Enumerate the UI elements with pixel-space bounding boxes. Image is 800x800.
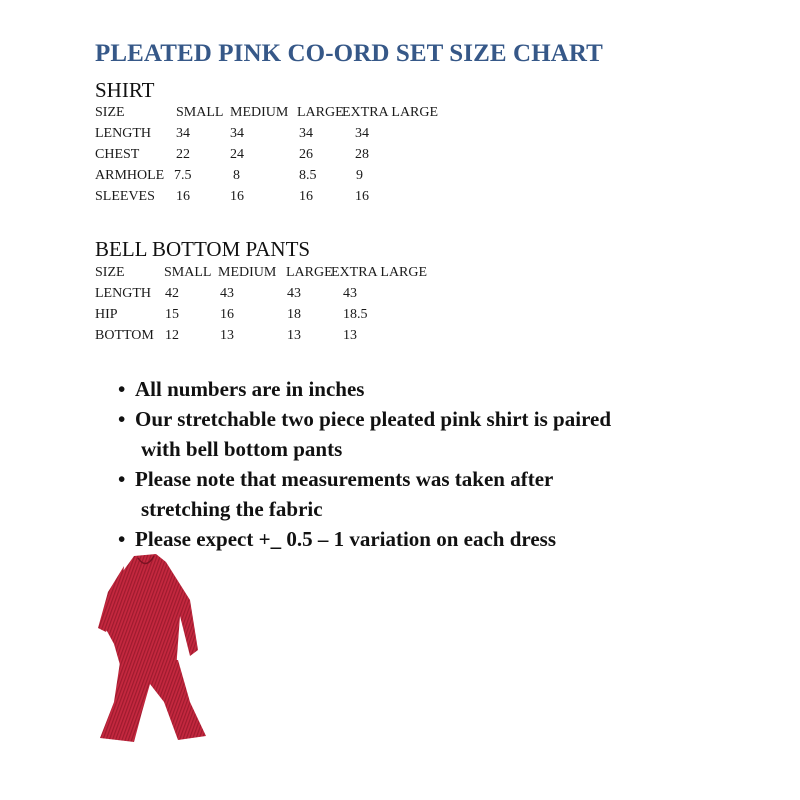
row-label: BOTTOM — [95, 328, 154, 343]
bullet-icon: • — [118, 407, 126, 431]
table-cell: 34 — [230, 126, 244, 141]
table-cell: 16 — [220, 307, 234, 322]
header-cell: SMALL — [176, 105, 224, 120]
table-cell: 13 — [220, 328, 234, 343]
garment-illustration — [94, 552, 209, 744]
product-photo — [94, 552, 209, 744]
row-label: SLEEVES — [95, 189, 155, 204]
table-cell: 42 — [165, 286, 179, 301]
note-text: Our stretchable two piece pleated pink shirt is paired — [135, 407, 612, 431]
header-cell: EXTRA LARGE — [331, 265, 428, 280]
row-label: LENGTH — [95, 286, 151, 301]
bullet-icon: • — [118, 527, 126, 551]
list-item — [118, 374, 611, 404]
table-cell: 8.5 — [299, 168, 317, 183]
header-cell: SMALL — [164, 265, 212, 280]
note-text: Please expect +_ 0.5 – 1 variation on each dress — [135, 527, 557, 551]
bullet-icon: • — [118, 377, 126, 401]
page-title: PLEATED PINK CO-ORD SET SIZE CHART — [95, 40, 603, 67]
table-cell: 34 — [299, 126, 313, 141]
header-cell: SIZE — [95, 265, 125, 280]
table-cell: 9 — [356, 168, 363, 183]
table-cell: 18.5 — [343, 307, 368, 322]
notes-list — [118, 374, 611, 554]
table-cell: 15 — [165, 307, 179, 322]
table-cell: 16 — [230, 189, 244, 204]
table-cell: 7.5 — [174, 168, 192, 183]
table-cell: 18 — [287, 307, 301, 322]
table-cell: 13 — [287, 328, 301, 343]
table-cell: 24 — [230, 147, 244, 162]
table-cell: 16 — [355, 189, 369, 204]
row-label: ARMHOLE — [95, 168, 165, 183]
table-cell: 34 — [355, 126, 369, 141]
pants-heading: BELL BOTTOM PANTS — [95, 237, 311, 261]
table-cell: 43 — [287, 286, 301, 301]
list-item — [118, 404, 611, 464]
note-text-continued: with bell bottom pants — [141, 437, 343, 461]
row-label: HIP — [95, 307, 118, 322]
table-cell: 16 — [176, 189, 190, 204]
shirt-heading: SHIRT — [95, 78, 155, 102]
table-cell: 34 — [176, 126, 190, 141]
header-cell: EXTRA LARGE — [342, 105, 439, 120]
list-item — [118, 464, 611, 524]
table-cell: 8 — [233, 168, 240, 183]
row-label: CHEST — [95, 147, 140, 162]
table-cell: 26 — [299, 147, 313, 162]
table-cell: 43 — [343, 286, 357, 301]
header-cell: SIZE — [95, 105, 125, 120]
header-cell: LARGE — [297, 105, 344, 120]
note-text: All numbers are in inches — [135, 377, 365, 401]
header-cell: MEDIUM — [218, 265, 277, 280]
list-item — [118, 524, 611, 554]
table-cell: 22 — [176, 147, 190, 162]
row-label: LENGTH — [95, 126, 151, 141]
note-text-continued: stretching the fabric — [141, 497, 323, 521]
table-cell: 13 — [343, 328, 357, 343]
header-cell: LARGE — [286, 265, 333, 280]
header-cell: MEDIUM — [230, 105, 289, 120]
bullet-icon: • — [118, 467, 126, 491]
table-cell: 28 — [355, 147, 369, 162]
table-cell: 12 — [165, 328, 179, 343]
note-text: Please note that measurements was taken after — [135, 467, 554, 491]
table-cell: 43 — [220, 286, 234, 301]
table-cell: 16 — [299, 189, 313, 204]
